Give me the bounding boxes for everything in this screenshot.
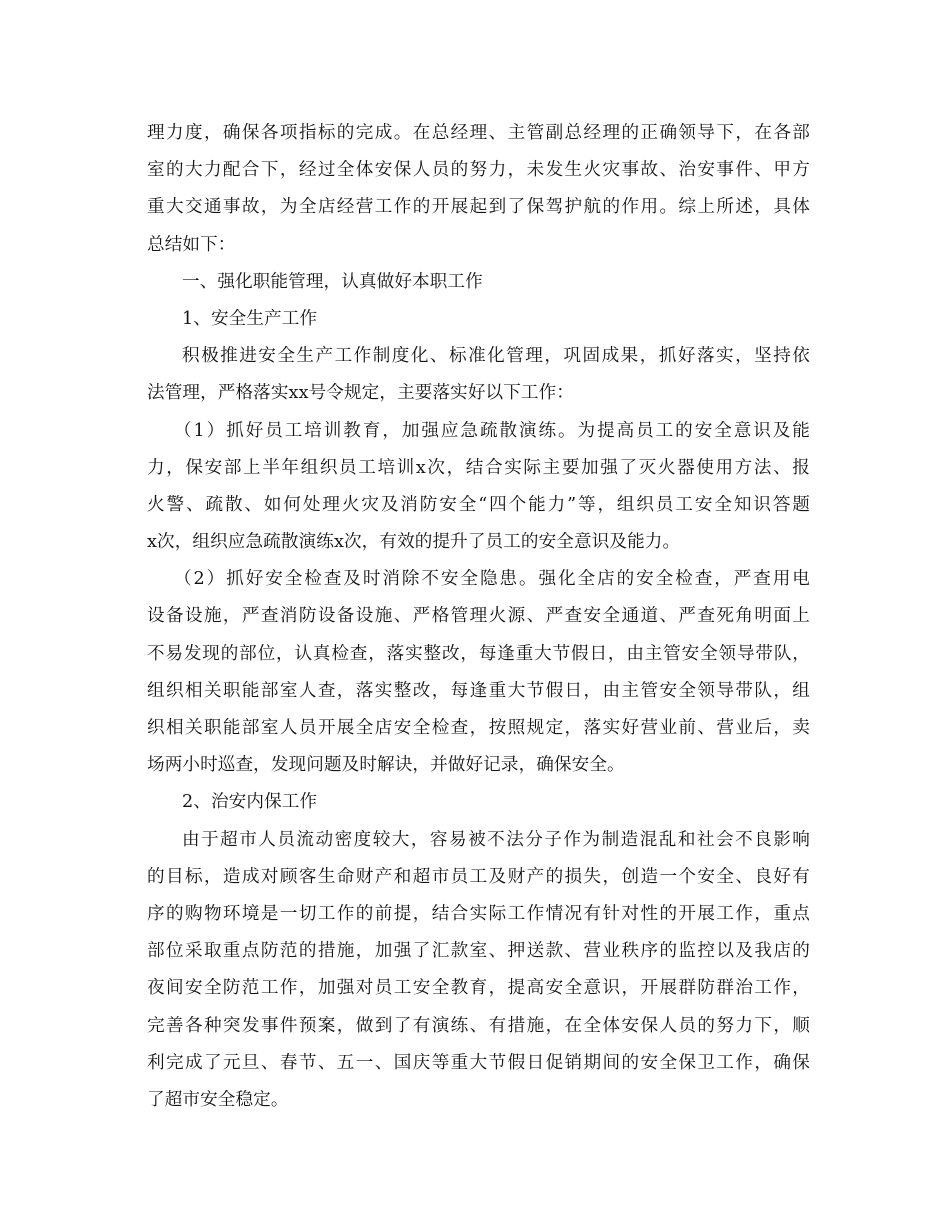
paragraph-line: x次，组织应急疏散演练x次，有效的提升了员工的安全意识及能力。	[147, 532, 681, 553]
paragraph-line: 场两小时巡查，发现问题及时解诀，并做好记录，确保安全。	[147, 755, 625, 776]
paragraph-line: 织相关职能部室人员开展全店安全检查，按照规定，落实好营业前、营业后，卖	[147, 718, 810, 738]
document-body	[147, 115, 810, 1119]
paragraph-line: 夜间安全防范工作，加强对员工安全教育，提高安全意识，开展群防群治工作，	[147, 978, 810, 999]
paragraph-line: 力，保安部上半年组织员工培训x次，结合实际主要加强了灭火器使用方法、报	[147, 457, 810, 478]
paragraph-line: 由于超市人员流动密度较大，容易被不法分子作为制造混乱和社会不良影响	[182, 829, 810, 850]
paragraph-line: 重大交通事故，为全店经营工作的开展起到了保驾护航的作用。综上所述，具体	[147, 197, 810, 218]
paragraph-line: 设备设施，严查消防设备设施、严格管理火源、严查安全通道、严查死角明面上	[147, 606, 810, 627]
section-heading: 一、强化职能管理，认真做好本职工作	[182, 271, 483, 292]
paragraph-line: 部位采取重点防范的措施，加强了汇款室、押送款、营业秩序的监控以及我店的	[147, 941, 810, 962]
paragraph-line: （1）抓好员工培训教育，加强应急疏散演练。为提高员工的安全意识及能	[174, 420, 810, 441]
paragraph-line: 利完成了元旦、春节、五一、国庆等重大节假日促销期间的安全保卫工作，确保	[147, 1052, 810, 1073]
paragraph-line: 序的购物环境是一切工作的前提，结合实际工作情况有针对性的开展工作，重点	[147, 903, 810, 924]
subsection-heading: 1、安全生产工作	[182, 308, 318, 329]
paragraph-line: 理力度，确保各项指标的完成。在总经理、主管副总经理的正确领导下，在各部	[147, 123, 810, 143]
paragraph-line: 总结如下：	[147, 234, 236, 255]
paragraph-line: 法管理，严格落实xx号令规定，主要落实好以下工作：	[147, 383, 575, 404]
paragraph-line: 不易发现的部位，认真检查，落实整改，每逢重大节假日，由主管安全领导带队，	[147, 643, 810, 664]
paragraph-line: 火警、疏散、如何处理火灾及消防安全“四个能力”等，组织员工安全知识答题	[147, 494, 810, 515]
paragraph-line: （2）抓好安全检查及时消除不安全隐患。强化全店的安全检查，严查用电	[174, 569, 810, 590]
paragraph-line: 的目标，造成对顾客生命财产和超市员工及财产的损失，创造一个安全、良好有	[147, 866, 810, 887]
subsection-heading: 2、治安内保工作	[182, 792, 318, 813]
paragraph-line: 组织相关职能部室人查，落实整改，每逢重大节假日，由主管安全领导带队，组	[147, 680, 810, 701]
paragraph-line: 完善各种突发事件预案，做到了有演练、有措施，在全体安保人员的努力下，顺	[147, 1015, 810, 1036]
paragraph-line: 室的大力配合下，经过全体安保人员的努力，未发生火灾事故、治安事件、甲方	[147, 160, 810, 181]
paragraph-line: 积极推进安全生产工作制度化、标准化管理，巩固成果，抓好落实，坚持依	[182, 346, 810, 367]
paragraph-line: 了超市安全稳定。	[147, 1089, 289, 1110]
